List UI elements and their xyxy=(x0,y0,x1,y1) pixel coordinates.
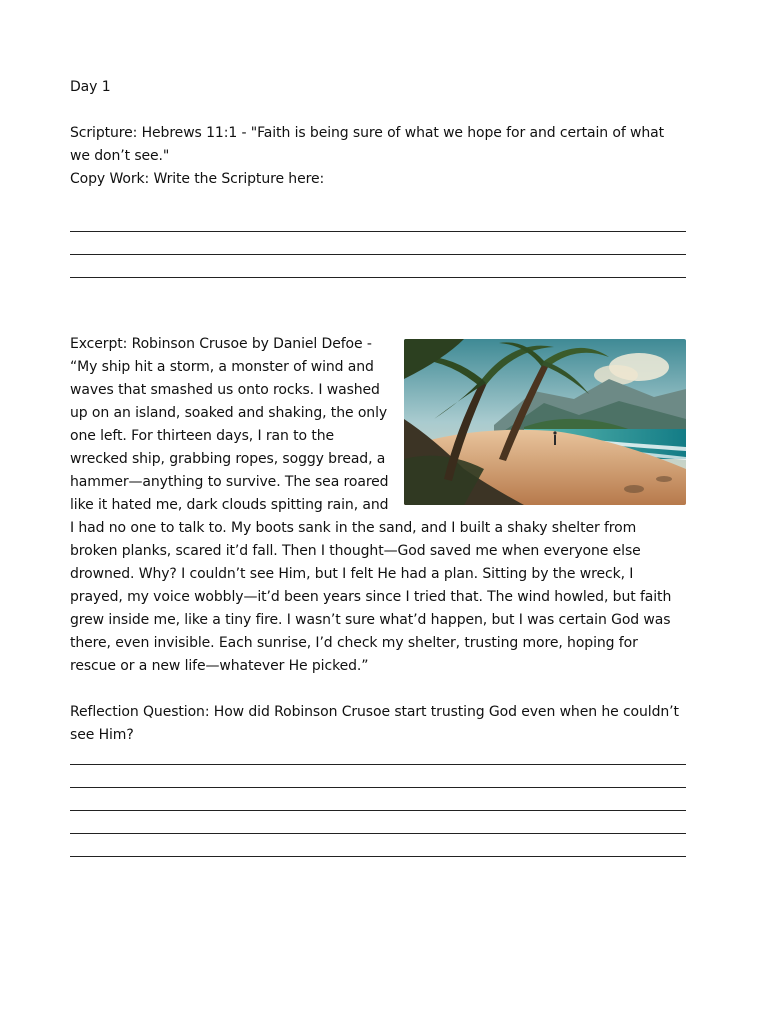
writing-line[interactable] xyxy=(70,214,686,237)
reflection-question: Reflection Question: How did Robinson Crusoe start trusting God even when he couldn’t see Him? xyxy=(70,704,679,743)
writing-line[interactable] xyxy=(70,747,686,770)
excerpt-text: Excerpt: Robinson Crusoe by Daniel Defoe - “My ship hit a storm, a monster of wind and waves that smashed us onto rocks. I washed up on an island, soaked and shaking, the only one left. For thirteen days, I ran to the wrecked ship, grabbing ropes, soggy bread, a hammer—anything to survive. The sea roared like it hated me, dark clouds spitting rain, and I had no one to talk to. My boots sank in the sand, and I built a shaky shelter from broken planks, scared it’d fall. Then I thought—God saved me when everyone else drowned. Why? I couldn’t see Him, but I felt He had a plan. Sitting by the wreck, I prayed, my voice wobbly—it’d been years since I tried that. The wind howled, but faith grew inside me, like a tiny fire. I wasn’t sure what’d happen, but I was certain God was there, even invisible. Each sunrise, I’d check my shelter, trusting more, hoping for rescue or a new life—whatever He picked.” xyxy=(70,336,672,674)
writing-line[interactable] xyxy=(70,793,686,816)
day-heading: Day 1 xyxy=(70,79,111,95)
writing-line[interactable] xyxy=(70,237,686,260)
scripture-text: Scripture: Hebrews 11:1 - "Faith is being sure of what we hope for and certain of what we don’t see." xyxy=(70,125,665,164)
writing-line[interactable] xyxy=(70,816,686,839)
copy-work-prompt: Copy Work: Write the Scripture here: xyxy=(70,171,325,187)
writing-line[interactable] xyxy=(70,839,686,862)
reflection-lines[interactable] xyxy=(70,747,686,862)
excerpt-section xyxy=(70,333,686,678)
beach-palm-illustration xyxy=(404,339,686,505)
writing-line[interactable] xyxy=(70,770,686,793)
copy-work-lines[interactable] xyxy=(70,214,686,283)
writing-line[interactable] xyxy=(70,260,686,283)
worksheet-page xyxy=(70,76,686,862)
